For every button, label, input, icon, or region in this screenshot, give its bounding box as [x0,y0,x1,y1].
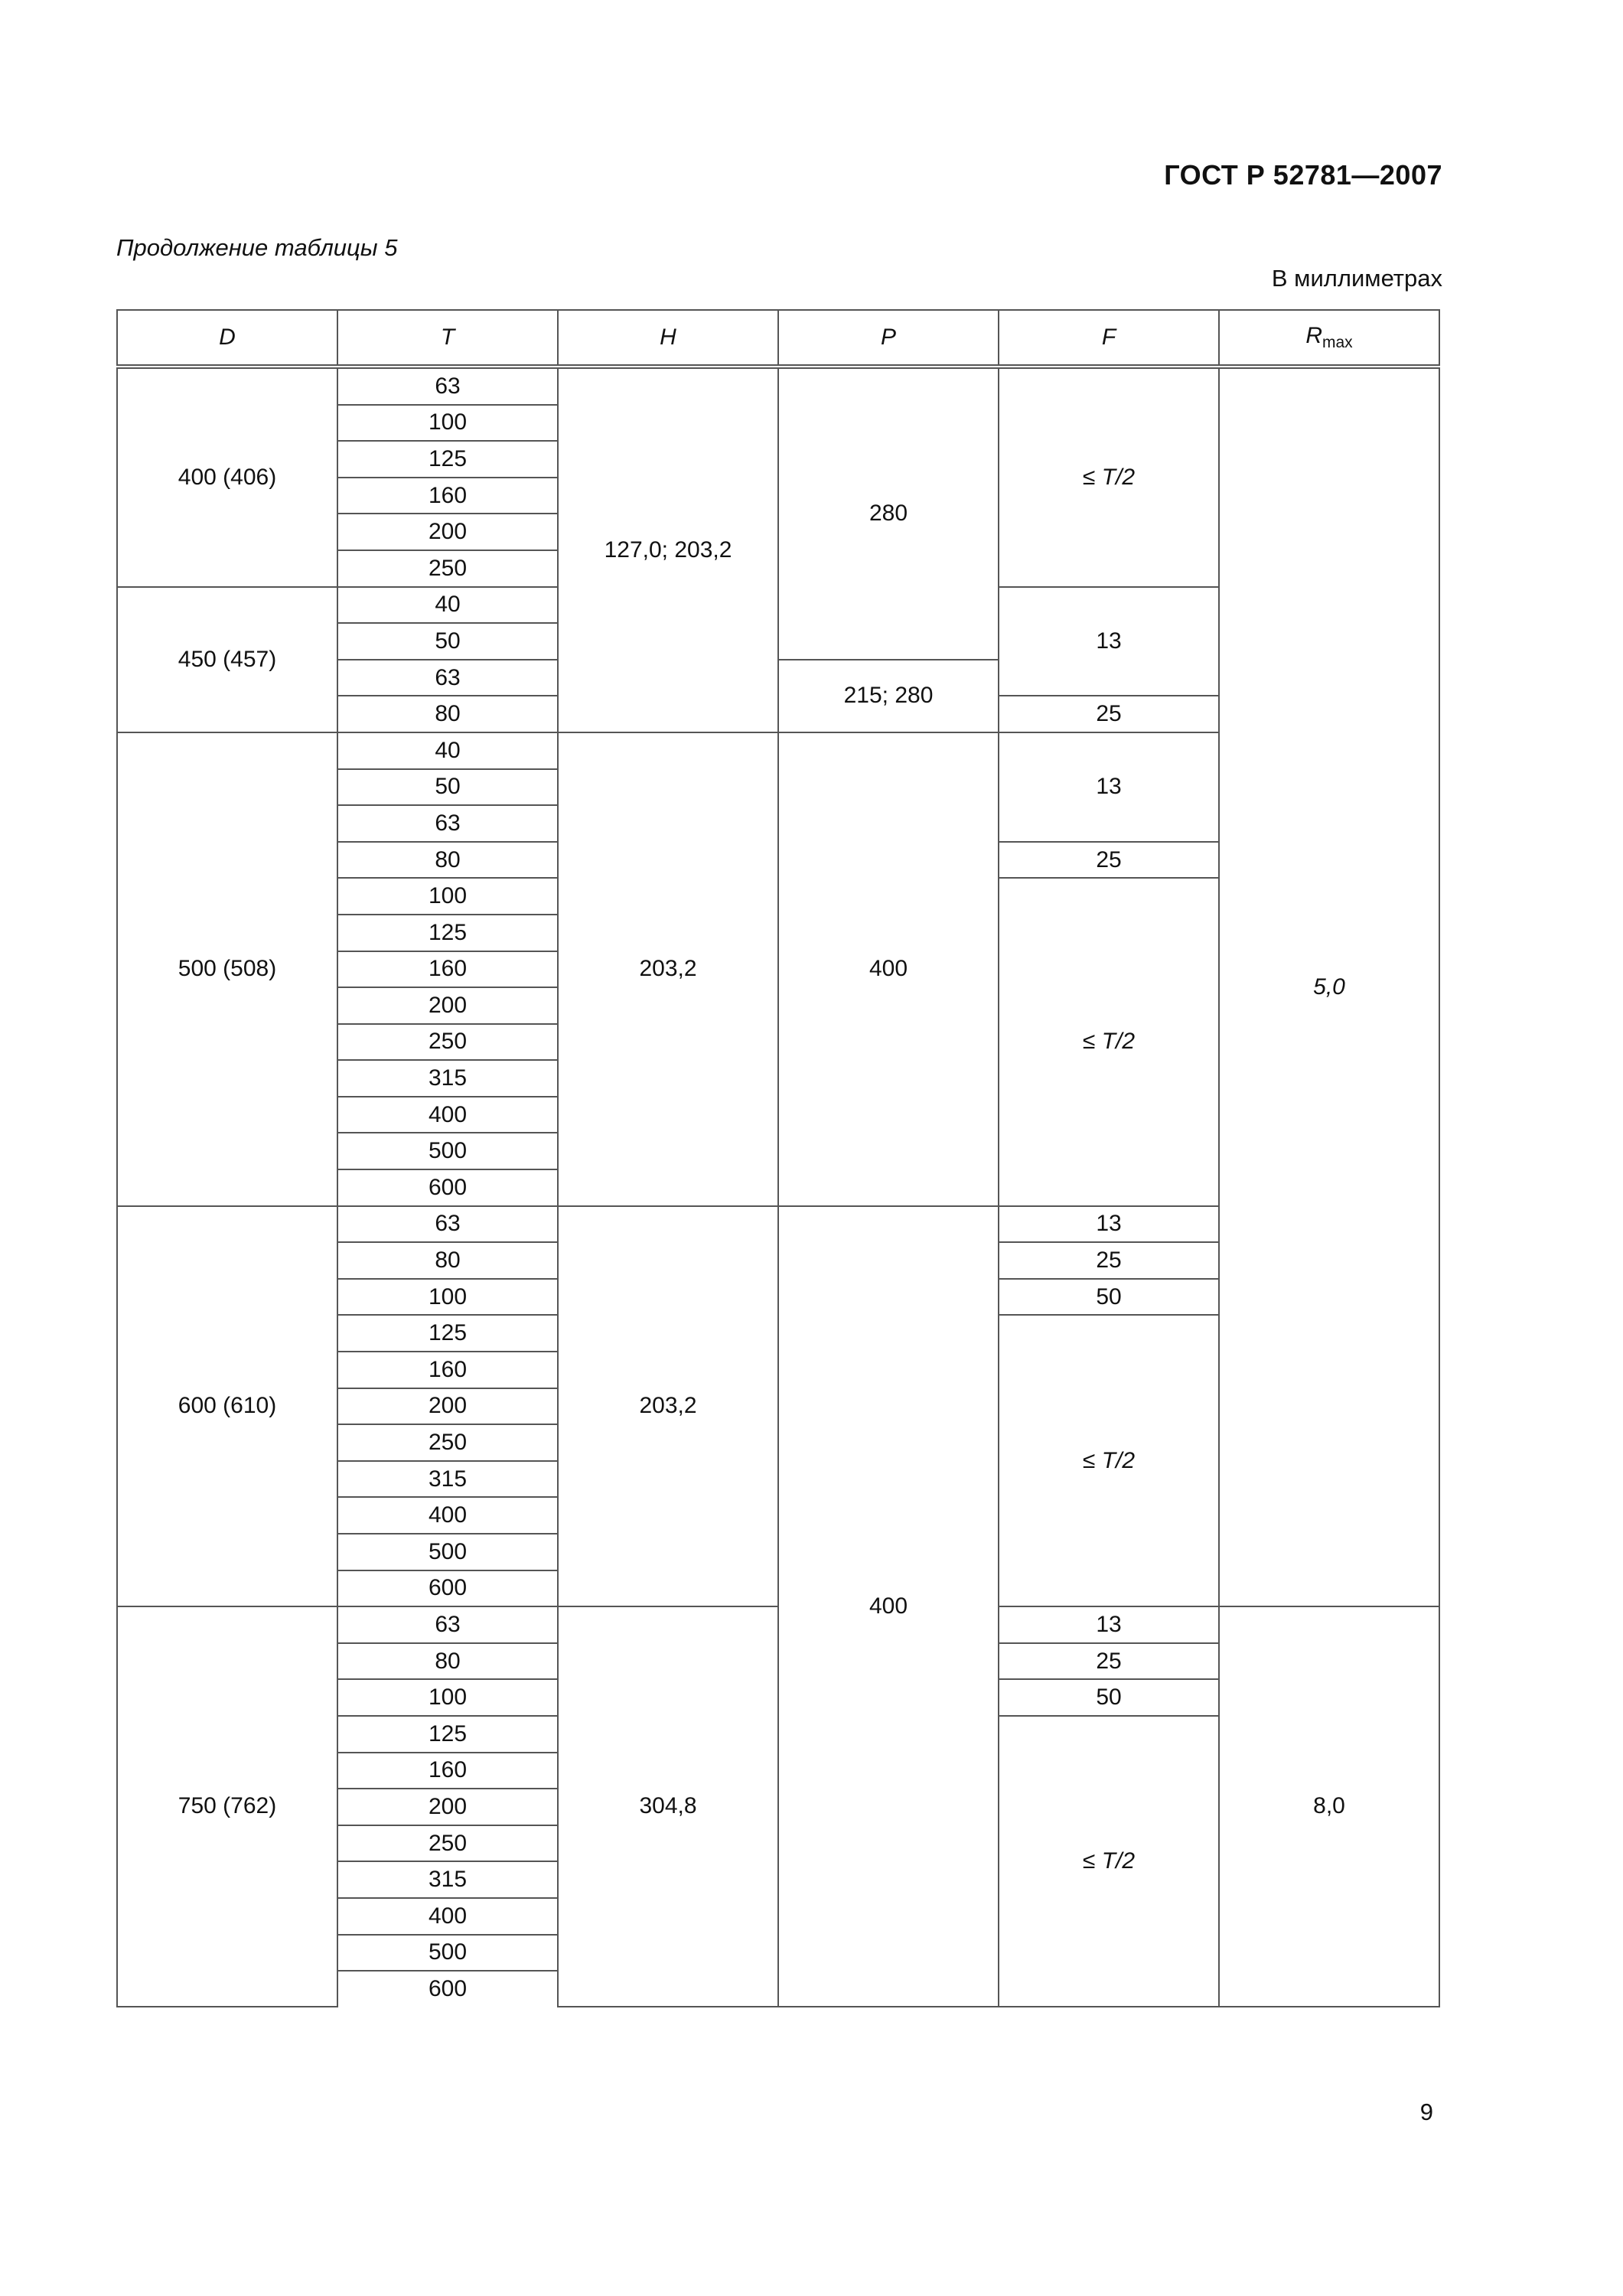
cell-d: 400 (406) [117,367,337,587]
cell-h: 127,0; 203,2 [558,367,778,732]
cell-t: 160 [337,951,558,988]
cell-f: 13 [999,1206,1219,1243]
cell-p: 400 [778,1206,999,2007]
cell-f: 25 [999,696,1219,732]
table-header-row [117,310,1439,367]
standard-code: ГОСТ Р 52781—2007 [1164,159,1442,191]
cell-t: 250 [337,1024,558,1061]
t-over-2: T/2 [1101,1848,1136,1874]
cell-t: 400 [337,1497,558,1534]
cell-t: 250 [337,550,558,587]
cell-t: 80 [337,696,558,732]
cell-t: 100 [337,878,558,915]
cell-h: 203,2 [558,1206,778,1607]
le-symbol: ≤ [1082,1029,1096,1055]
cell-t: 200 [337,1388,558,1425]
cell-t: 315 [337,1461,558,1498]
units-note: В миллиметрах [1271,265,1442,292]
cell-t: 200 [337,987,558,1024]
cell-d: 450 (457) [117,587,337,732]
cell-t: 40 [337,587,558,624]
t-over-2: T/2 [1101,1029,1136,1055]
cell-t: 500 [337,1935,558,1971]
col-header-f: F [999,310,1219,367]
cell-t: 160 [337,1753,558,1789]
cell-f: 50 [999,1279,1219,1316]
cell-t: 63 [337,660,558,696]
cell-t: 400 [337,1097,558,1133]
le-symbol: ≤ [1082,464,1096,490]
cell-f: 13 [999,732,1219,842]
cell-t: 50 [337,623,558,660]
cell-t: 500 [337,1534,558,1570]
col-header-rmax [1219,310,1439,367]
cell-t: 100 [337,1679,558,1716]
cell-rmax: 8,0 [1219,1606,1439,2007]
col-header-h: H [558,310,778,367]
col-header-t: T [337,310,558,367]
cell-t: 500 [337,1133,558,1169]
table-caption: Продолжение таблицы 5 [116,234,398,261]
cell-f-le-t2 [999,878,1219,1205]
cell-f: 50 [999,1679,1219,1716]
cell-t: 125 [337,1315,558,1352]
cell-rmax: 5,0 [1219,367,1439,1606]
cell-t: 125 [337,1716,558,1753]
cell-t: 50 [337,769,558,806]
cell-t: 600 [337,1169,558,1206]
cell-t: 160 [337,1352,558,1388]
cell-d: 500 (508) [117,732,337,1206]
col-header-d: D [117,310,337,367]
cell-t: 80 [337,842,558,879]
cell-t: 100 [337,405,558,442]
cell-d: 600 (610) [117,1206,337,1607]
cell-t: 125 [337,441,558,478]
cell-t: 63 [337,1206,558,1243]
le-symbol: ≤ [1082,1447,1096,1473]
cell-t: 160 [337,478,558,514]
cell-f: 13 [999,587,1219,696]
cell-f-le-t2 [999,1315,1219,1606]
t-over-2: T/2 [1101,1447,1136,1473]
rmax-symbol: R [1305,323,1322,348]
cell-t: 250 [337,1424,558,1461]
t-over-2: T/2 [1101,464,1136,490]
rmax-subscript: max [1322,334,1353,351]
cell-f: 13 [999,1606,1219,1643]
cell-d: 750 (762) [117,1606,337,2007]
cell-t: 250 [337,1825,558,1862]
cell-t: 125 [337,915,558,951]
cell-p: 215; 280 [778,660,999,732]
cell-t: 63 [337,805,558,842]
page-number: 9 [1419,2099,1433,2125]
cell-t: 200 [337,514,558,550]
cell-h: 304,8 [558,1606,778,2007]
table-row [117,367,1439,405]
cell-p: 280 [778,367,999,660]
cell-f: 25 [999,842,1219,879]
cell-f-le-t2 [999,367,1219,587]
cell-h: 203,2 [558,732,778,1206]
cell-t: 100 [337,1279,558,1316]
cell-t: 200 [337,1789,558,1825]
cell-f: 25 [999,1242,1219,1279]
le-symbol: ≤ [1082,1848,1096,1874]
cell-t: 63 [337,367,558,405]
cell-t: 80 [337,1242,558,1279]
cell-t: 600 [337,1971,558,2007]
cell-t: 315 [337,1060,558,1097]
cell-t: 80 [337,1643,558,1680]
cell-t: 600 [337,1570,558,1607]
cell-f: 25 [999,1643,1219,1680]
cell-t: 40 [337,732,558,769]
dimensions-table [116,309,1440,2007]
cell-t: 63 [337,1606,558,1643]
col-header-p: P [778,310,999,367]
cell-f-le-t2 [999,1716,1219,2007]
cell-p: 400 [778,732,999,1206]
cell-t: 315 [337,1861,558,1898]
cell-t: 400 [337,1898,558,1935]
